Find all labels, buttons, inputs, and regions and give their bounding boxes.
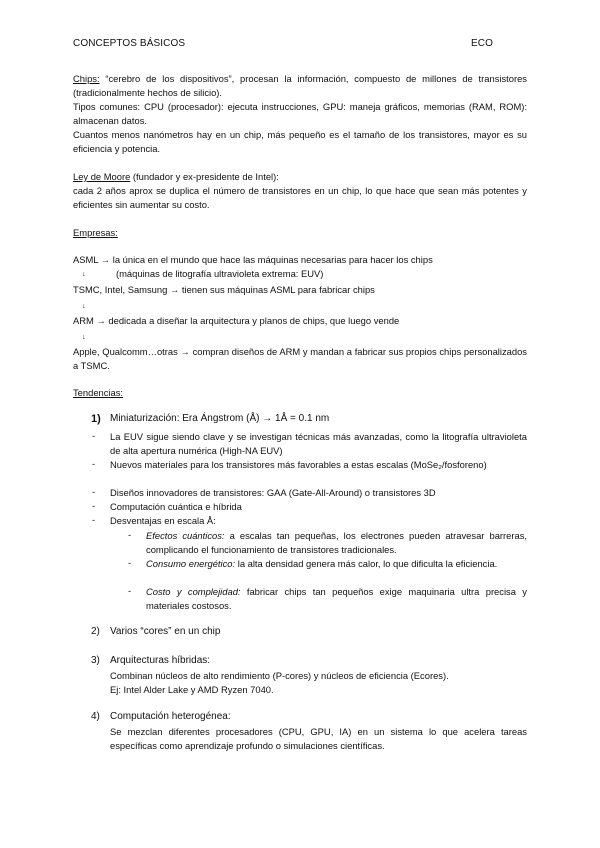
bullet-euv: La EUV sigue siendo clave y se investigan técnicas más avanzadas, como la litografía ultravioleta de alta apertura numérica (High-NA EUV) <box>110 431 527 456</box>
bullet-dash: - <box>92 430 96 441</box>
sub-bullet-energy <box>146 557 527 571</box>
term-cost: Costo y complejidad: <box>146 586 241 597</box>
sub-bullet-dash: - <box>128 529 132 540</box>
item-number: 1) <box>91 413 101 425</box>
bullet-dash: - <box>92 514 96 525</box>
desc-quantum-effects: a escalas tan pequeñas, los electrones pueden atravesar barreras, complicando el funcionamiento de transistores tradicionales. <box>146 530 527 555</box>
moore-heading: Ley de Moore <box>73 171 131 182</box>
bullet-quantum: Computación cuántica e híbrida <box>110 501 242 512</box>
chips-nanometers: Cuantos menos nanómetros hay en un chip, más pequeño es el tamaño de los transistores, mayor es su eficiencia y potencia. <box>73 129 527 155</box>
apple-line: Apple, Qualcomm…otras → compran diseños de ARM y mandan a fabricar sus propios chips personalizados a TSMC. <box>73 346 527 372</box>
sub-bullet-dash: - <box>128 557 132 568</box>
item-title-heterogeneous: Computación heterogénea: <box>110 711 231 722</box>
chips-types: Tipos comunes: CPU (procesador): ejecuta instrucciones, GPU: maneja gráficos, memorias (RAM, ROM): almacenan datos. <box>73 101 527 127</box>
desc-energy: la alta densidad genera más calor, lo que dificulta la eficiencia. <box>235 558 498 569</box>
bullet-dash: - <box>92 458 96 469</box>
bullet-designs: Diseños innovadores de transistores: GAA (Gate-All-Around) o transistores 3D <box>110 487 436 498</box>
page-title: CONCEPTOS BÁSICOS <box>73 38 186 49</box>
bullet-dash: - <box>92 500 96 511</box>
asml-line: ASML → la única en el mundo que hace las máquinas necesarias para hacer los chips <box>73 254 433 265</box>
bullet-dash: - <box>92 486 96 497</box>
item-number: 4) <box>91 711 100 722</box>
tsmc-line: TSMC, Intel, Samsung → tienen sus máquinas ASML para fabricar chips <box>73 284 375 295</box>
item-number: 3) <box>91 655 100 666</box>
subject-label: ECO <box>471 38 493 49</box>
arrow-down-icon: ↓ <box>82 303 86 310</box>
item-title-cores: Varios “cores” en un chip <box>110 626 221 637</box>
bullet-disadvantages: Desventajas en escala Å: <box>110 515 216 526</box>
hybrid-line-2: Ej: Intel Alder Lake y AMD Ryzen 7040. <box>110 684 274 695</box>
arrow-down-icon: ↓ <box>82 334 86 341</box>
chips-heading: Chips: <box>73 73 100 84</box>
chips-paragraph <box>73 72 527 100</box>
term-energy: Consumo energético: <box>146 558 236 569</box>
item-title-miniaturization: Miniaturización: Era Ángstrom (Å) → 1Å = 0.1 nm <box>110 413 330 424</box>
term-quantum-effects: Efectos cuánticos: <box>146 530 225 541</box>
moore-text: cada 2 años aprox se duplica el número de transistores en un chip, lo que hace que sean más potentes y eficientes sin aumentar su costo. <box>73 185 527 211</box>
arm-line: ARM → dedicada a diseñar la arquitectura y planos de chips, que luego vende <box>73 315 400 326</box>
desc-cost: fabricar chips tan pequeños exige maquinaria ultra precisa y materiales costosos. <box>146 586 527 611</box>
heterogeneous-text: Se mezclan diferentes procesadores (CPU, GPU, IA) en un sistema lo que acelera tareas específicas como aprendizaje profundo o simulaciones científicas. <box>110 726 527 751</box>
arrow-down-icon: ↓ <box>82 271 86 278</box>
item-title-hybrid: Arquitecturas híbridas: <box>110 655 211 666</box>
sub-bullet-quantum-effects <box>146 529 527 556</box>
moore-author: (fundador y ex-presidente de Intel): <box>130 171 279 182</box>
trends-heading: Tendencias: <box>73 387 124 398</box>
asml-note: (máquinas de litografía ultravioleta extrema: EUV) <box>116 268 324 279</box>
bullet-materials: Nuevos materiales para los transistores más favorables a estas escalas (MoSe₂/fosforeno) <box>110 459 487 470</box>
chips-definition: “cerebro de los dispositivos”, procesan la información, compuesto de millones de transistores (tradicionalmente hechos de silicio). <box>73 73 527 99</box>
sub-bullet-cost <box>146 585 527 612</box>
companies-heading: Empresas: <box>73 227 118 238</box>
moore-heading-line <box>73 170 527 184</box>
hybrid-line-1: Combinan núcleos de alto rendimiento (P-cores) y núcleos de eficiencia (Ecores). <box>110 670 449 681</box>
item-number: 2) <box>91 626 100 637</box>
sub-bullet-dash: - <box>128 585 132 596</box>
